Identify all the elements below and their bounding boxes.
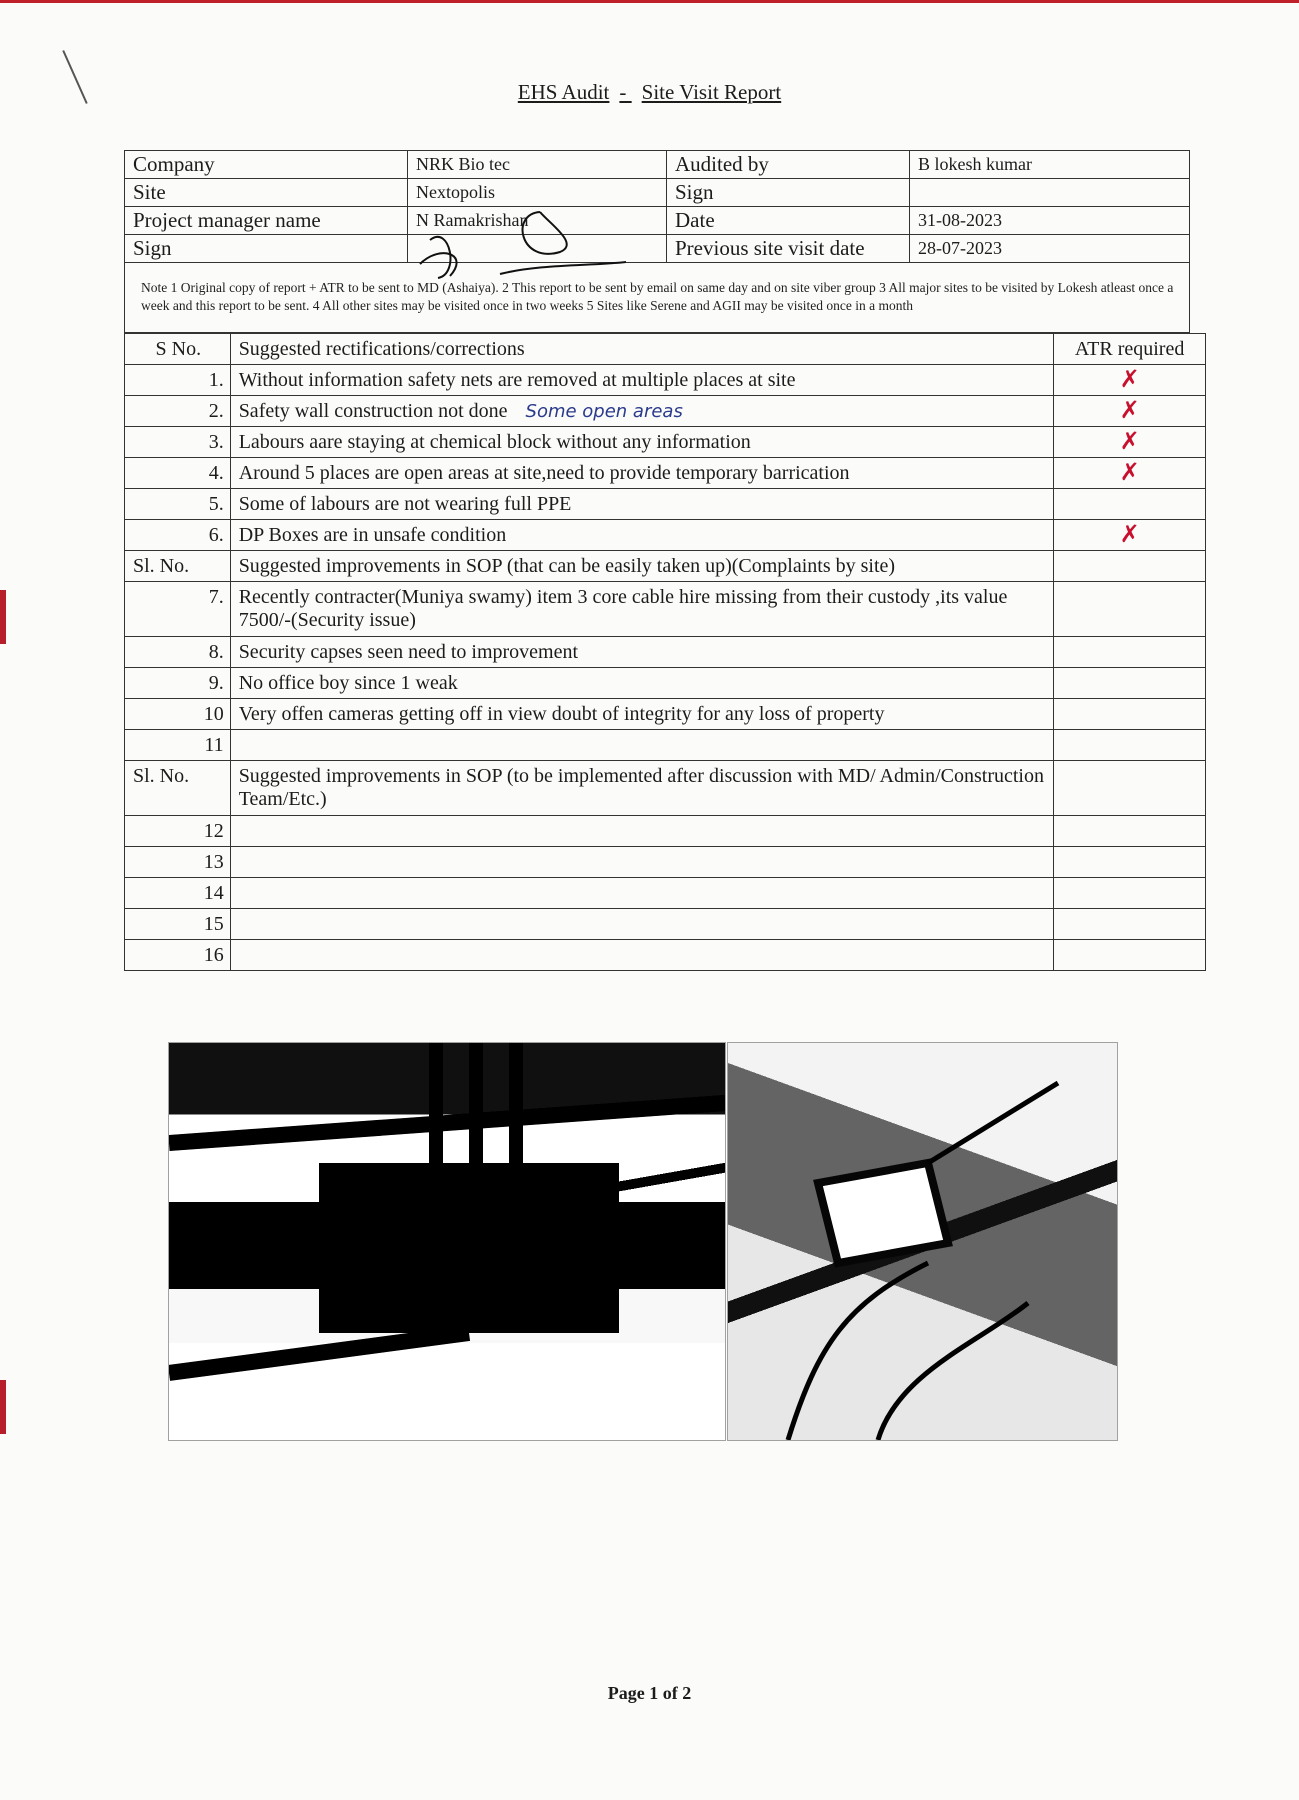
audited-by-value: B lokesh kumar [910, 151, 1190, 179]
atr-check-mark: ✗ [1119, 396, 1140, 424]
sign-value [910, 179, 1190, 207]
row-number: 10 [125, 699, 231, 730]
row-number: 12 [125, 816, 231, 847]
atr-cell [1054, 582, 1206, 637]
row-text-cell [230, 396, 1054, 427]
row-text [230, 878, 1054, 909]
table-row [125, 878, 1206, 909]
row-number: 4. [125, 458, 231, 489]
row-text: Security capses seen need to improvement [230, 637, 1054, 668]
site-label: Site [125, 179, 408, 207]
sl-no-header: Sl. No. [125, 551, 231, 582]
row-number: 6. [125, 520, 231, 551]
row-text [230, 909, 1054, 940]
handwritten-note: Some open areas [525, 400, 683, 422]
table-row [125, 396, 1206, 427]
report-note: Note 1 Original copy of report + ATR to be sent to MD (Ashaiya). 2 This report to be sent by email on same day and on site viber group 3 All major sites to be visited by Lokesh atleast once a week and this report to be sent. 4 All other sites may be visited once in two weeks 5 Sites like Serene and AGII may be visited once in a month [124, 259, 1190, 333]
atr-cell [1054, 730, 1206, 761]
pm-sign-label: Sign [125, 235, 408, 263]
atr-cell [1054, 637, 1206, 668]
project-manager-label: Project manager name [125, 207, 408, 235]
table-row [125, 637, 1206, 668]
row-number: 14 [125, 878, 231, 909]
row-number: 13 [125, 847, 231, 878]
row-text: Some of labours are not wearing full PPE [230, 489, 1054, 520]
atr-cell [1054, 940, 1206, 971]
audited-by-label: Audited by [667, 151, 910, 179]
sl-no-header: Sl. No. [125, 761, 231, 816]
date-value: 31-08-2023 [910, 207, 1190, 235]
row-number: 3. [125, 427, 231, 458]
binder-mark [0, 590, 6, 644]
site-photo-open-shaft [168, 1042, 726, 1441]
atr-check-mark: ✗ [1119, 458, 1140, 486]
section-header-row [125, 761, 1206, 816]
row-number: 1. [125, 365, 231, 396]
table-row [125, 489, 1206, 520]
row-number: 2. [125, 396, 231, 427]
row-text: Labours aare staying at chemical block without any information [230, 427, 1054, 458]
section-header-row [125, 334, 1206, 365]
row-text [230, 730, 1054, 761]
info-row [125, 151, 1190, 179]
table-row [125, 520, 1206, 551]
table-row [125, 847, 1206, 878]
atr-check-mark: ✗ [1119, 520, 1140, 548]
company-value: NRK Bio tec [408, 151, 667, 179]
atr-cell [1054, 699, 1206, 730]
site-value: Nextopolis [408, 179, 667, 207]
site-photo-dp-box [727, 1042, 1118, 1441]
project-manager-value: N Ramakrishan [408, 207, 667, 235]
atr-cell [1054, 878, 1206, 909]
table-row [125, 730, 1206, 761]
atr-cell [1054, 909, 1206, 940]
row-text: Around 5 places are open areas at site,need to provide temporary barrication [230, 458, 1054, 489]
row-text [230, 940, 1054, 971]
row-text: No office boy since 1 weak [230, 668, 1054, 699]
table-row [125, 909, 1206, 940]
row-text [230, 816, 1054, 847]
row-text: Recently contracter(Muniya swamy) item 3 core cable hire missing from their custody ,its value 7500/-(Security issue) [230, 582, 1054, 637]
table-row [125, 699, 1206, 730]
table-row [125, 582, 1206, 637]
atr-header: ATR required [1054, 334, 1206, 365]
info-row [125, 207, 1190, 235]
atr-cell [1054, 816, 1206, 847]
row-number: 9. [125, 668, 231, 699]
title-part1: EHS Audit [517, 80, 610, 104]
atr-check-mark: ✗ [1119, 427, 1140, 455]
row-number: 11 [125, 730, 231, 761]
title-part2: Site Visit Report [641, 80, 782, 104]
atr-cell [1054, 551, 1206, 582]
previous-visit-label: Previous site visit date [667, 235, 910, 263]
table-row [125, 365, 1206, 396]
atr-cell [1054, 761, 1206, 816]
row-number: 15 [125, 909, 231, 940]
sop-discussion-header: Suggested improvements in SOP (to be implemented after discussion with MD/ Admin/Construction Team/Etc.) [230, 761, 1054, 816]
row-number: 5. [125, 489, 231, 520]
atr-check-mark: ✗ [1119, 365, 1140, 393]
table-row [125, 940, 1206, 971]
company-label: Company [125, 151, 408, 179]
sop-easy-header: Suggested improvements in SOP (that can be easily taken up)(Complaints by site) [230, 551, 1054, 582]
info-row [125, 179, 1190, 207]
row-text [230, 847, 1054, 878]
row-text: Without information safety nets are removed at multiple places at site [230, 365, 1054, 396]
table-row [125, 427, 1206, 458]
page-title: EHS Audit - Site Visit Report [517, 80, 782, 104]
row-number: 16 [125, 940, 231, 971]
date-label: Date [667, 207, 910, 235]
header-info-table [124, 150, 1190, 263]
table-row [125, 816, 1206, 847]
row-text: DP Boxes are in unsafe condition [230, 520, 1054, 551]
audit-table [124, 333, 1206, 971]
table-row [125, 668, 1206, 699]
sign-label: Sign [667, 179, 910, 207]
row-number: 8. [125, 637, 231, 668]
table-row [125, 458, 1206, 489]
binder-mark [0, 1380, 6, 1434]
page-top-edge [0, 0, 1299, 3]
row-number: 7. [125, 582, 231, 637]
page-number: Page 1 of 2 [607, 1683, 692, 1703]
previous-visit-value: 28-07-2023 [910, 235, 1190, 263]
sno-header: S No. [125, 334, 231, 365]
atr-cell [1054, 847, 1206, 878]
row-text: Very offen cameras getting off in view doubt of integrity for any loss of property [230, 699, 1054, 730]
rectifications-header: Suggested rectifications/corrections [230, 334, 1054, 365]
row-text: Safety wall construction not done [238, 399, 508, 422]
atr-cell [1054, 668, 1206, 699]
section-header-row [125, 551, 1206, 582]
